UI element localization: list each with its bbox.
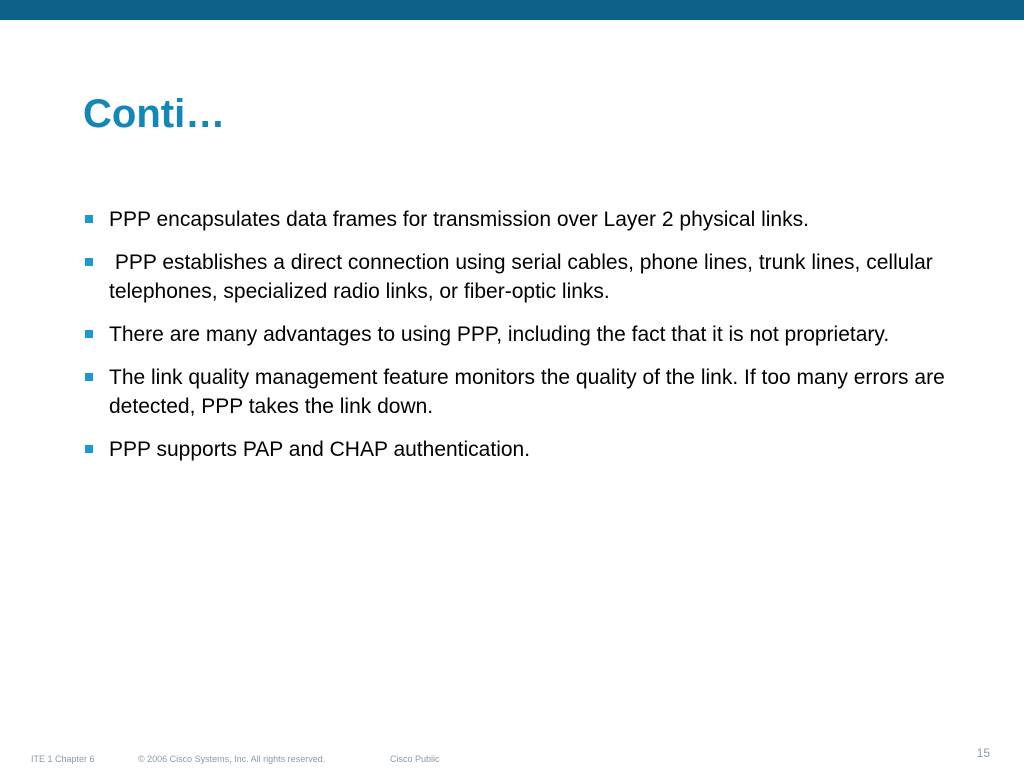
top-banner: [0, 0, 1024, 20]
bullet-list: [82, 205, 962, 478]
bullet-item: [82, 248, 962, 306]
square-bullet-icon: [85, 330, 93, 338]
slide-title: Conti…: [83, 92, 226, 136]
bullet-item: [82, 320, 962, 349]
square-bullet-icon: [85, 258, 93, 266]
footer-classification: Cisco Public: [390, 754, 440, 764]
bullet-item: [82, 205, 962, 234]
bullet-text: There are many advantages to using PPP, including the fact that it is not proprietary.: [109, 323, 890, 346]
bullet-text: PPP supports PAP and CHAP authentication.: [109, 438, 531, 461]
square-bullet-icon: [85, 373, 93, 381]
square-bullet-icon: [85, 215, 93, 223]
footer-copyright: © 2006 Cisco Systems, Inc. All rights reserved.: [138, 754, 326, 764]
square-bullet-icon: [85, 445, 93, 453]
page-number: 15: [976, 746, 990, 760]
bullet-text: The link quality management feature monitors the quality of the link. If too many errors are detected, PPP takes the link down.: [109, 366, 951, 418]
bullet-item: [82, 363, 962, 421]
bullet-text: PPP establishes a direct connection using serial cables, phone lines, trunk lines, cellular telephones, specialized radio links, or fiber-optic links.: [109, 251, 939, 303]
bullet-item: [82, 435, 962, 464]
bullet-text: PPP encapsulates data frames for transmission over Layer 2 physical links.: [109, 208, 809, 231]
footer-chapter: ITE 1 Chapter 6: [31, 754, 95, 764]
